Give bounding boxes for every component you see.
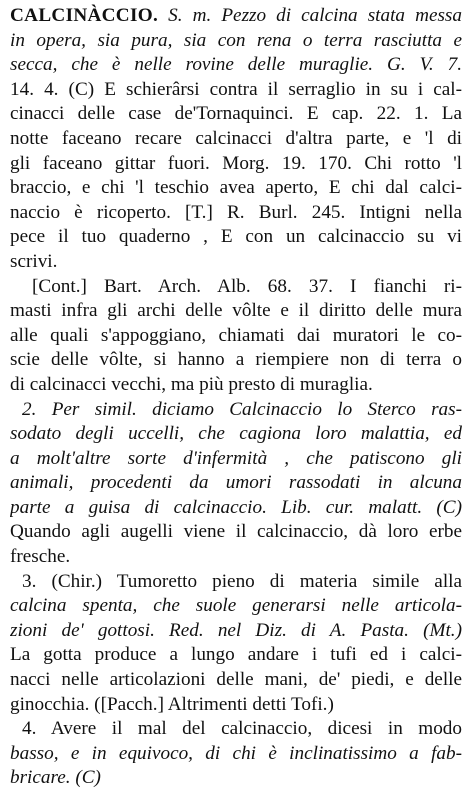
paragraph-line: di calcinacci vecchi, ma più presto di muraglia. xyxy=(10,373,373,395)
sense-line: nacci nelle articolazioni delle mani, de' piedi, e delle xyxy=(10,669,462,691)
entry-line: in opera, sia pura, sia con rena o terra rasciutta e xyxy=(10,29,462,51)
sense-line: parte a guisa di calcinaccio. Lib. cur. malatt. (C) xyxy=(10,496,462,518)
entry-line: secca, che è nelle rovine delle muraglie. G. V. 7. xyxy=(10,54,462,76)
sense-line: sodato degli uccelli, che cagiona loro malattia, ed xyxy=(10,423,462,445)
sense-line: calcina spenta, che suole generarsi nelle articola- xyxy=(10,595,462,617)
sense-line: animali, procedenti da umori rassodati in alcuna xyxy=(10,472,462,494)
paragraph-cont xyxy=(10,275,462,398)
sense-line: fresche. xyxy=(10,546,71,568)
paragraph-line: [Cont.] Bart. Arch. Alb. 68. 37. I fianchi ri- xyxy=(32,275,462,297)
sense-line: basso, e in equivoco, di chi è inclinatissimo a fab- xyxy=(10,742,462,764)
sense-line: 4. Avere il mal del calcinaccio, dicesi in modo xyxy=(22,718,462,740)
paragraph-line: masti infra gli archi delle vôlte e il diritto delle mura xyxy=(10,300,462,322)
entry-line: pece il tuo quaderno , E con un calcinaccio su vi xyxy=(10,226,462,248)
sense-line: Quando agli augelli viene il calcinaccio, dà loro erbe xyxy=(10,521,462,543)
entry-line: braccio, e chi 'l teschio avea aperto, E chi dal calci- xyxy=(10,177,462,199)
entry-line: gli faceano gittar fuori. Morg. 19. 170. Chi rotto 'l xyxy=(10,152,462,174)
sense-line: ginocchia. ([Pacch.] Altrimenti detti Tofi.) xyxy=(10,693,334,715)
entry-line: scrivi. xyxy=(10,250,58,272)
sense-4 xyxy=(10,717,462,791)
entry-line: notte faceano recare calcinacci d'altra parte, e 'l di xyxy=(10,127,462,149)
sense-line: a molt'altre sorte d'infermità , che patiscono gli xyxy=(10,447,462,469)
entry-main xyxy=(10,4,462,275)
sense-line: 3. (Chir.) Tumoretto pieno di materia simile alla xyxy=(22,570,462,592)
sense-line: 2. Per simil. diciamo Calcinaccio lo Sterco ras- xyxy=(22,398,462,420)
entry-line: 14. 4. (C) E schierârsi contra il serraglio in su i cal- xyxy=(10,78,462,100)
headword: CALCINÀCCIO. xyxy=(10,5,159,26)
entry-line: naccio è ricoperto. [T.] R. Burl. 245. Intigni nella xyxy=(10,201,462,223)
paragraph-line: scie delle vôlte, si hanno a riempiere non di terra o xyxy=(10,349,462,371)
sense-line: zioni de' gottosi. Red. nel Diz. di A. Pasta. (Mt.) xyxy=(10,619,462,641)
sense-3 xyxy=(10,570,462,718)
entry-line: cinacci delle case de'Tornaquinci. E cap. 22. 1. La xyxy=(10,103,462,125)
sense-line: bricare. (C) xyxy=(10,767,101,789)
entry-line-text: S. m. Pezzo di calcina stata messa xyxy=(168,5,462,26)
entry-line-1 xyxy=(10,4,462,29)
sense-line: La gotta produce a lungo andare i tufi ed i calci- xyxy=(10,644,462,666)
sense-2 xyxy=(10,398,462,570)
paragraph-line: alle quali s'appoggiano, chiamati dai muratori le co- xyxy=(10,324,462,346)
